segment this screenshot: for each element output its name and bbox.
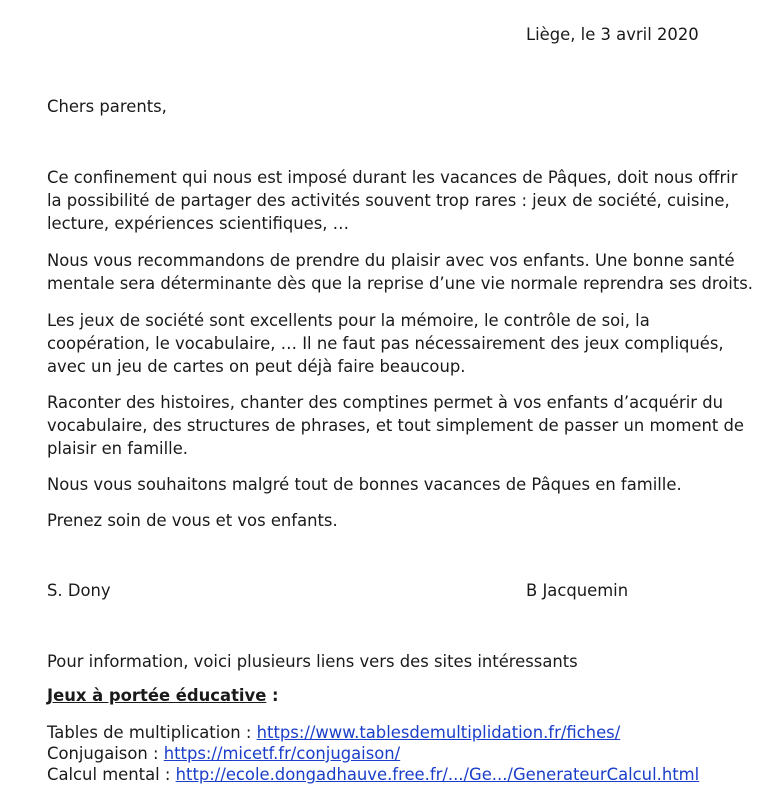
signature-left: S. Dony: [47, 581, 111, 600]
conjugation-link[interactable]: https://micetf.fr/conjugaison/: [163, 744, 401, 763]
link-label: Calcul mental :: [47, 765, 176, 784]
signature-right: B Jacquemin: [526, 581, 629, 600]
paragraph-line: avec un jeu de cartes on peut déjà faire beaucoup.: [47, 357, 466, 376]
paragraph-line: coopération, le vocabulaire, … Il ne faut pas nécessairement des jeux compliqués,: [47, 334, 724, 353]
paragraph-line: la possibilité de partager des activités souvent trop rares : jeux de société, cuisine,: [47, 191, 730, 210]
link-row: [47, 722, 620, 744]
paragraph-line: Les jeux de société sont excellents pour la mémoire, le contrôle de soi, la: [47, 311, 650, 330]
paragraph-line: Prenez soin de vous et vos enfants.: [47, 511, 338, 530]
paragraph-line: Nous vous souhaitons malgré tout de bonnes vacances de Pâques en famille.: [47, 475, 682, 494]
section-heading-colon: :: [266, 686, 279, 705]
paragraph-line: plaisir en famille.: [47, 439, 189, 458]
mental-calculation-link[interactable]: http://ecole.dongadhauve.free.fr/.../Ge.../GenerateurCalcul.html: [175, 765, 700, 784]
paragraph-line: Ce confinement qui nous est imposé durant les vacances de Pâques, doit nous offrir: [47, 168, 738, 187]
paragraph-line: lecture, expériences scientifiques, …: [47, 214, 350, 233]
section-heading-text: Jeux à portée éducative: [47, 686, 267, 705]
letter-date: Liège, le 3 avril 2020: [526, 25, 699, 44]
paragraph-line: Raconter des histoires, chanter des comptines permet à vos enfants d’acquérir du: [47, 393, 724, 412]
info-intro: Pour information, voici plusieurs liens vers des sites intéressants: [47, 652, 578, 671]
multiplication-tables-link[interactable]: https://www.tablesdemultiplidation.fr/fiches/: [256, 723, 621, 742]
section-heading: [47, 685, 279, 707]
link-label: Tables de multiplication :: [47, 723, 257, 742]
greeting: Chers parents,: [47, 97, 167, 116]
paragraph-line: mentale sera déterminante dès que la reprise d’une vie normale reprendra ses droits.: [47, 274, 753, 293]
paragraph-line: vocabulaire, des structures de phrases, et tout simplement de passer un moment de: [47, 416, 745, 435]
link-label: Conjugaison :: [47, 744, 164, 763]
link-row: [47, 764, 699, 786]
link-row: [47, 743, 400, 765]
paragraph-line: Nous vous recommandons de prendre du plaisir avec vos enfants. Une bonne santé: [47, 251, 735, 270]
